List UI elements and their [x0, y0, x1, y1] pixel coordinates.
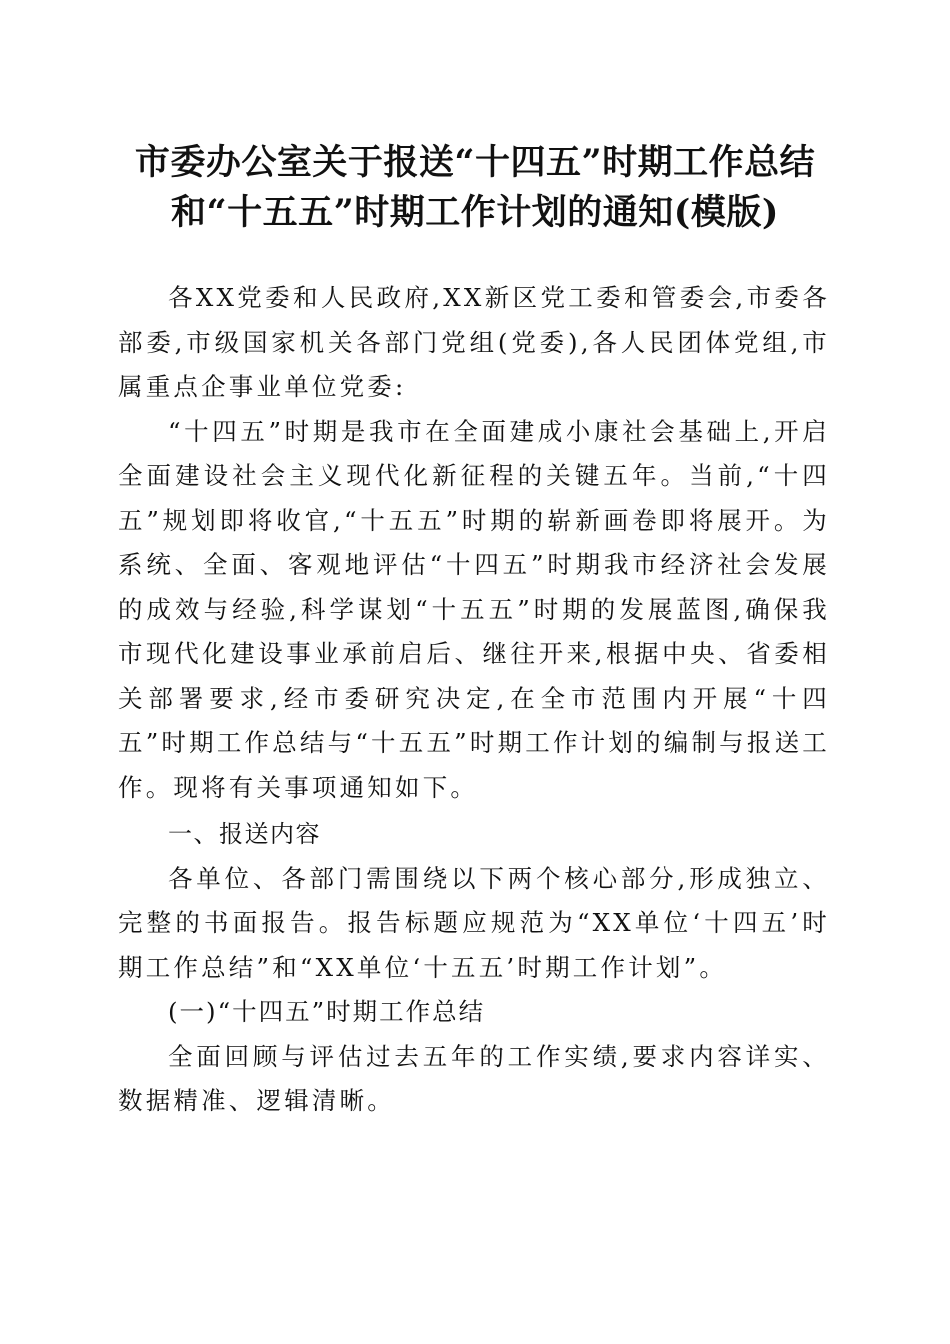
subsection-1-heading: (一)“十四五”时期工作总结 [168, 997, 486, 1026]
document-title [60, 138, 890, 238]
salutation-paragraph: 各XX党委和人民政府,XX新区党工委和管委会,市委各部委,市级国家机关各部门党组(党委),各人民团体党组,市属重点企事业单位党委: [118, 283, 830, 401]
section-1-heading: 一、报送内容 [168, 820, 321, 848]
section-1-paragraph: 各单位、各部门需围绕以下两个核心部分,形成独立、完整的书面报告。报告标题应规范为“XX单位‘十四五’时期工作总结”和“XX单位‘十五五’时期工作计划”。 [118, 863, 830, 982]
subsection-1-paragraph: 全面回顾与评估过去五年的工作实绩,要求内容详实、数据精准、逻辑清晰。 [118, 1041, 830, 1115]
document-body [118, 276, 830, 1124]
title-line-2: 和“十五五”时期工作计划的通知(模版) [171, 192, 779, 233]
intro-paragraph: “十四五”时期是我市在全面建成小康社会基础上,开启全面建设社会主义现代化新征程的关键五年。当前,“十四五”规划即将收官,“十五五”时期的崭新画卷即将展开。为系统、全面、客观地评估“十四五”时期我市经济社会发展的成效与经验,科学谋划“十五五”时期的发展蓝图,确保我市现代化建设事业承前启后、继往开来,根据中央、省委相关部署要求,经市委研究决定,在全市范围内开展“十四五”时期工作总结与“十五五”时期工作计划的编制与报送工作。现将有关事项通知如下。 [118, 416, 830, 802]
title-line-1: 市委办公室关于报送“十四五”时期工作总结 [134, 142, 816, 183]
